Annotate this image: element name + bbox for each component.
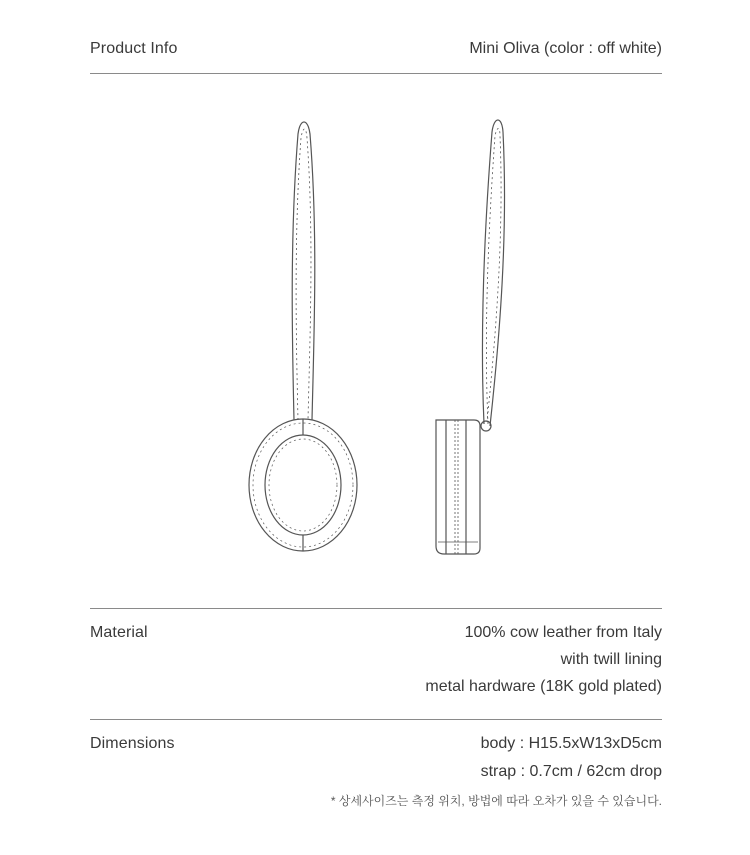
section-title: Product Info — [90, 40, 178, 57]
side-view-drawing — [436, 120, 505, 554]
front-strap — [292, 122, 315, 420]
material-line: 100% cow leather from Italy — [464, 624, 662, 641]
side-strap — [482, 120, 504, 426]
material-label: Material — [90, 624, 148, 641]
dimension-strap: strap : 0.7cm / 62cm drop — [480, 763, 662, 780]
front-body-inner — [265, 435, 341, 535]
front-view-drawing — [249, 122, 357, 551]
material-line: metal hardware (18K gold plated) — [425, 678, 662, 695]
product-name: Mini Oliva (color : off white) — [469, 40, 662, 57]
divider — [90, 719, 662, 720]
product-illustration — [0, 74, 750, 608]
material-line: with twill lining — [560, 651, 662, 668]
dimensions-label: Dimensions — [90, 735, 175, 752]
side-ring — [481, 421, 491, 431]
divider — [90, 608, 662, 609]
size-disclaimer: * 상세사이즈는 측정 위치, 방법에 따라 오차가 있을 수 있습니다. — [330, 794, 662, 808]
front-strap-stitch — [296, 129, 311, 420]
dimension-body: body : H15.5xW13xD5cm — [480, 735, 662, 752]
front-body-stitch — [253, 423, 353, 547]
front-inner-stitch — [269, 439, 337, 531]
